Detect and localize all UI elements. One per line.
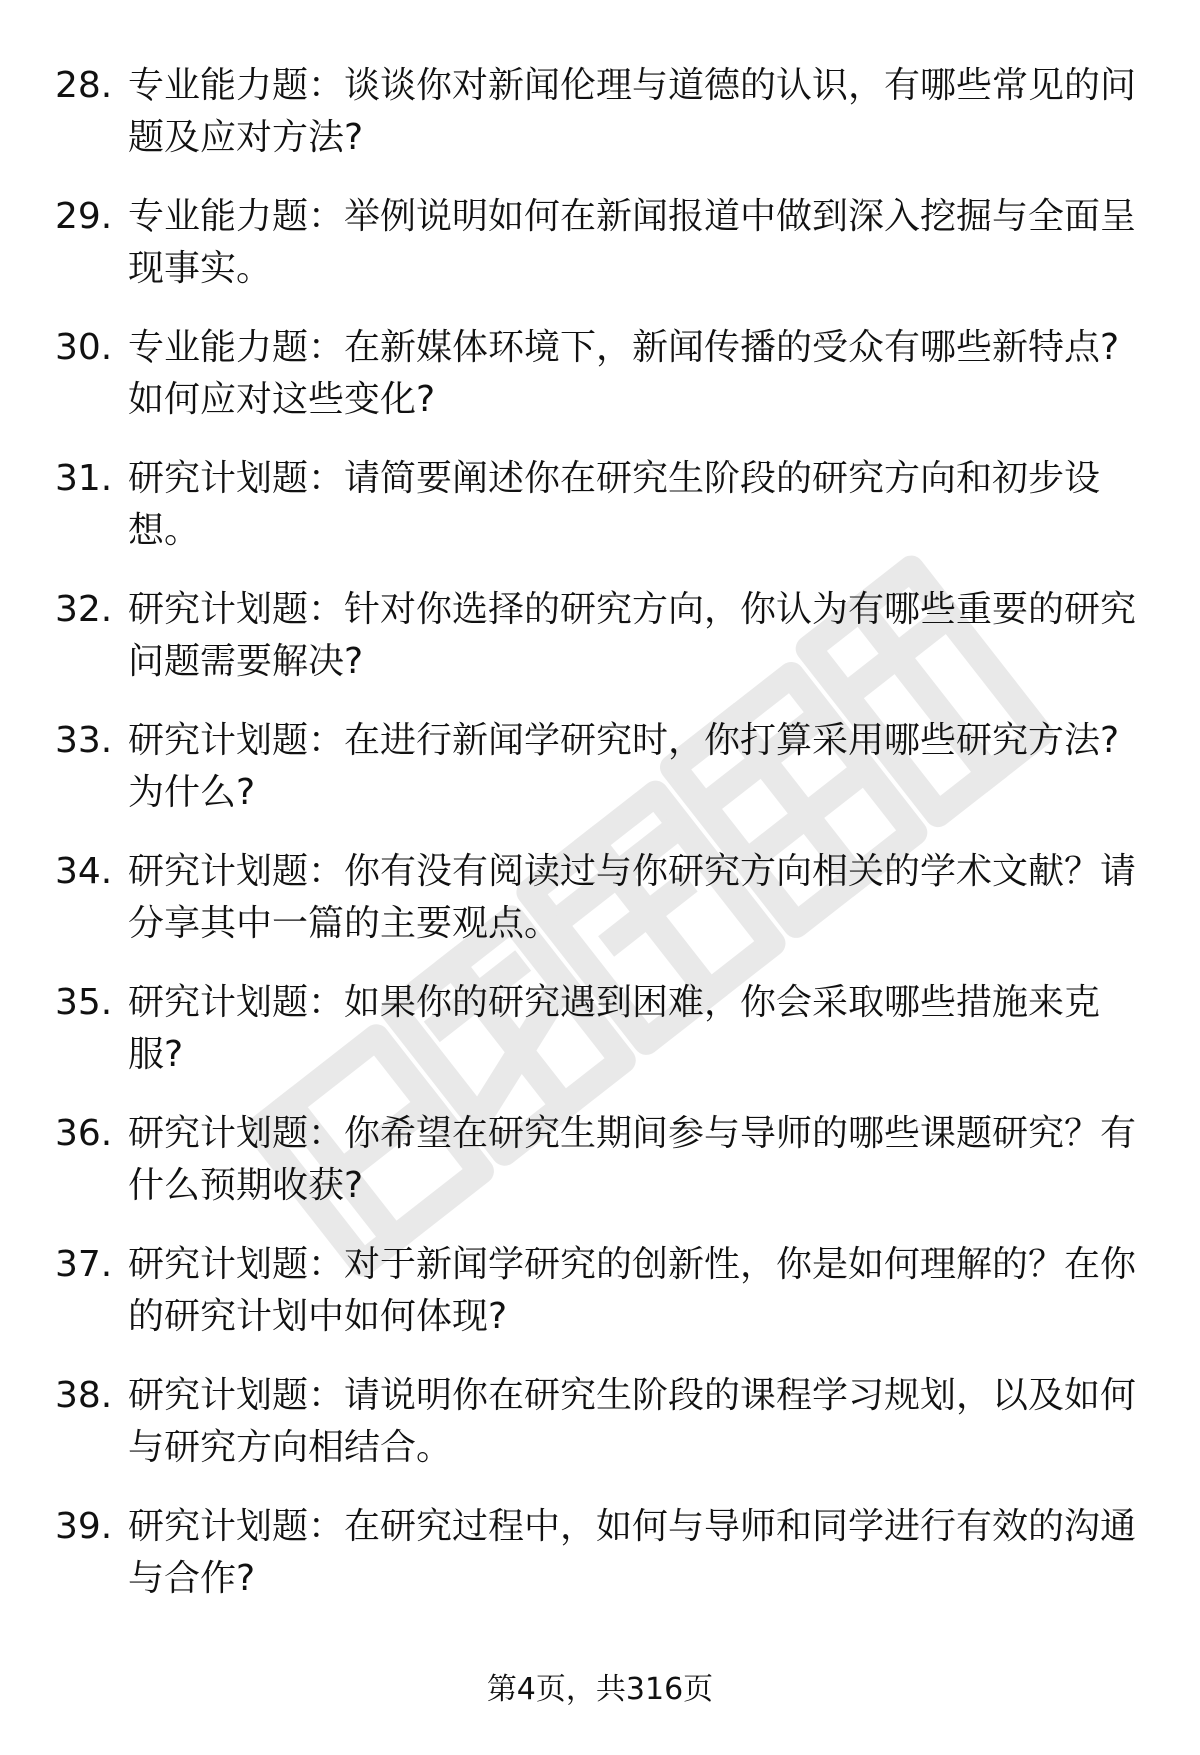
question-category: 研究计划题： [128, 589, 345, 630]
question-body: 在进行新闻学研究时，你打算采用哪些研究方法?为什么? [128, 720, 1120, 813]
question-number: 36. [55, 1113, 113, 1154]
question-body: 你希望在研究生期间参与导师的哪些课题研究？有什么预期收获? [128, 1113, 1137, 1206]
question-category: 研究计划题： [128, 1113, 345, 1154]
question-text [128, 1239, 1138, 1343]
question-item [0, 1370, 1200, 1501]
question-body: 请说明你在研究生阶段的课程学习规划，以及如何与研究方向相结合。 [128, 1375, 1137, 1468]
question-item [0, 1239, 1200, 1370]
question-number: 28. [55, 65, 113, 106]
question-number: 30. [55, 327, 113, 368]
question-text [128, 453, 1138, 557]
question-item [0, 846, 1200, 977]
question-body: 在新媒体环境下，新闻传播的受众有哪些新特点?如何应对这些变化? [128, 327, 1120, 420]
question-item [0, 60, 1200, 191]
question-text [128, 1108, 1138, 1212]
question-text [128, 322, 1138, 426]
question-item [0, 453, 1200, 584]
question-text [128, 1501, 1138, 1605]
question-text [128, 846, 1138, 950]
question-number: 32. [55, 589, 113, 630]
question-text [128, 191, 1138, 295]
question-category: 专业能力题： [128, 196, 345, 237]
question-body: 对于新闻学研究的创新性，你是如何理解的？在你的研究计划中如何体现? [128, 1244, 1137, 1337]
question-number: 37. [55, 1244, 113, 1285]
question-item [0, 322, 1200, 453]
question-number: 38. [55, 1375, 113, 1416]
question-number: 29. [55, 196, 113, 237]
question-category: 研究计划题： [128, 1506, 345, 1547]
question-body: 举例说明如何在新闻报道中做到深入挖掘与全面呈现事实。 [128, 196, 1137, 289]
question-body: 请简要阐述你在研究生阶段的研究方向和初步设想。 [128, 458, 1101, 551]
question-text [128, 977, 1138, 1081]
question-text [128, 584, 1138, 688]
page-number-label: 第4页，共316页 [486, 1672, 714, 1707]
question-number: 39. [55, 1506, 113, 1547]
question-text [128, 60, 1138, 164]
question-item [0, 715, 1200, 846]
question-body: 如果你的研究遇到困难，你会采取哪些措施来克服? [128, 982, 1101, 1075]
page-footer [0, 1670, 1200, 1710]
question-item [0, 191, 1200, 322]
question-category: 研究计划题： [128, 982, 345, 1023]
question-category: 专业能力题： [128, 65, 345, 106]
question-body: 谈谈你对新闻伦理与道德的认识，有哪些常见的问题及应对方法? [128, 65, 1137, 158]
question-item [0, 1108, 1200, 1239]
question-text [128, 715, 1138, 819]
question-item [0, 584, 1200, 715]
question-number: 33. [55, 720, 113, 761]
question-item [0, 1501, 1200, 1632]
question-category: 研究计划题： [128, 720, 345, 761]
question-number: 34. [55, 851, 113, 892]
question-list [0, 60, 1200, 1632]
question-category: 研究计划题： [128, 1244, 345, 1285]
question-body: 针对你选择的研究方向，你认为有哪些重要的研究问题需要解决? [128, 589, 1137, 682]
question-category: 研究计划题： [128, 851, 345, 892]
question-category: 研究计划题： [128, 458, 345, 499]
question-category: 研究计划题： [128, 1375, 345, 1416]
question-body: 你有没有阅读过与你研究方向相关的学术文献？请分享其中一篇的主要观点。 [128, 851, 1137, 944]
question-number: 35. [55, 982, 113, 1023]
question-body: 在研究过程中，如何与导师和同学进行有效的沟通与合作? [128, 1506, 1137, 1599]
question-item [0, 977, 1200, 1108]
question-text [128, 1370, 1138, 1474]
question-category: 专业能力题： [128, 327, 345, 368]
question-number: 31. [55, 458, 113, 499]
